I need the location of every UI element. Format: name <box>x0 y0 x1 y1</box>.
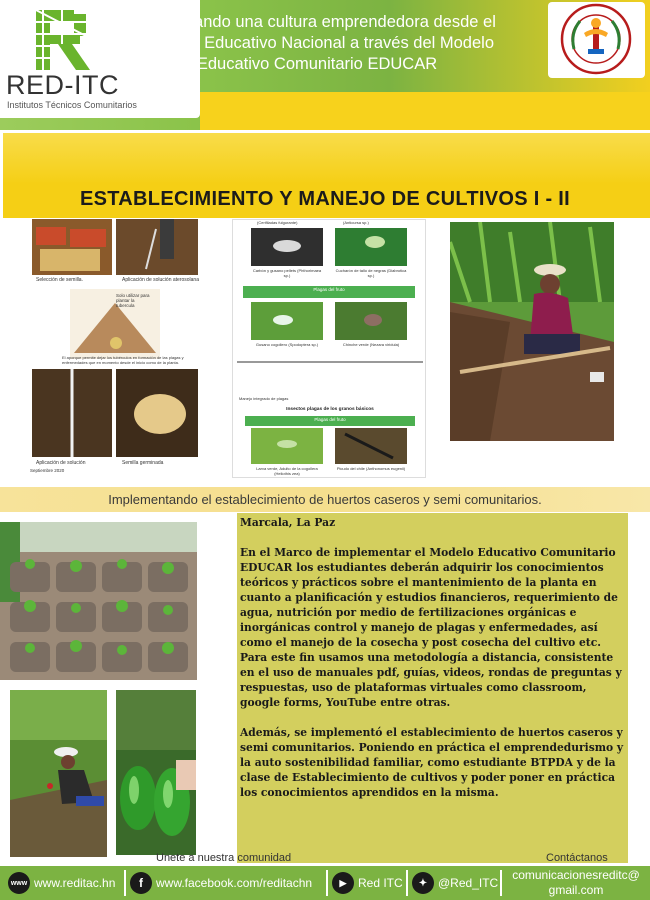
manual-potato-image <box>30 219 200 475</box>
manual-caption-1: Selección de semilla. <box>36 277 83 283</box>
manual-date: Septiembre 2020 <box>30 468 65 473</box>
red-itc-logo-icon <box>34 8 92 72</box>
institute-seal-icon <box>560 3 632 75</box>
facebook-icon: f <box>130 872 152 894</box>
pest-label-3: Gusano cogollero (Spodoptera sp.) <box>255 342 319 347</box>
subtitle: Implementando el establecimiento de huertos caseros y semi comunitarios. <box>108 492 542 507</box>
paragraph-methodology: En el Marco de implementar el Modelo Educativo Comunitario EDUCAR los estudiantes deberán adquirir los conocimientos teóricos y prácticos sobre el mantenimiento de la planta en cuanto a planificación y estudios financieros, requerimiento de agua, nutrición por medio de fertilizaciones orgánicas e inorgánicas control y manejo de plagas y enfermedades, así como el manejo de la cosecha y post cosecha del cultivo etc. Para este fin usamos una metodología a distancia, consistente en el uso de manuales pdf, guías, videos, rondas de preguntas y respuestas, uso de plataformas virtuales como classroom, google forms, YouTube entre otras. <box>240 546 622 709</box>
youtube-text: Red ITC <box>358 876 403 890</box>
pest-panel-header-2: Plagas del fruto <box>314 417 346 422</box>
youtube-icon: ▶ <box>332 872 354 894</box>
email-line-1: comunicacionesreditc@ <box>512 868 640 882</box>
manual-note: El aporque permite dejar los tubérculos en formación de las plagas y enfermedades que en momento desde el inicio como de la planta. <box>62 355 184 365</box>
footer-email-link[interactable] <box>502 866 650 900</box>
pest-label-top-left: (Cerifiladas fulgurante) <box>257 220 298 225</box>
peppers-photo <box>116 690 196 855</box>
footer-divider <box>124 870 126 896</box>
header-tagline: Fomentando una cultura emprendedora desde el Sistema Educativo Nacional a través del Modelo Educativo Comunitario EDUCAR <box>138 13 496 73</box>
logo-subtitle: Institutos Técnicos Comunitarios <box>7 100 137 110</box>
manual-caption-3: Aplicación de solución <box>36 460 86 466</box>
pest-section-caption: Manejo integrado de plagas <box>239 396 289 401</box>
header-yellow-band <box>200 92 650 130</box>
manual-caption-2: Aplicación de solución aterosolana <box>122 277 199 283</box>
content-text <box>240 515 628 815</box>
contact-label: Contáctanos <box>546 852 608 864</box>
twitter-icon: ✦ <box>412 872 434 894</box>
footer-divider <box>406 870 408 896</box>
join-label: Unete a nuestra comunidad <box>156 852 292 864</box>
pest-label-5: Larva verde, Adulto de la cogollera (Heliothis zea) <box>256 466 318 476</box>
footer-twitter-link[interactable] <box>412 866 498 900</box>
pest-label-6: Picudo del chile (Anthonomus eugenii) <box>336 466 406 471</box>
manual-pests-image <box>232 219 426 478</box>
seedlings-photo <box>0 522 197 680</box>
web-text: www.reditac.hn <box>34 876 116 890</box>
footer-web-link[interactable] <box>8 866 115 900</box>
pest-label-top-right: (Anticursa sp.) <box>343 220 369 225</box>
student-field-photo <box>450 222 614 441</box>
pest-heading-2: Insectos plagas de los granos básicos <box>286 407 374 412</box>
manual-bubble: Solo utilizar para plantar la tubercula <box>116 293 150 308</box>
pest-label-1: Carbón y gusano pellets (Phthorimaea sp.) <box>252 268 322 278</box>
page-title: ESTABLECIMIENTO Y MANEJO DE CULTIVOS I - II <box>80 188 570 210</box>
footer-divider <box>326 870 328 896</box>
pest-label-4: Chinche verde (Nezara viridula) <box>342 342 400 347</box>
logo-name: RED-ITC <box>6 70 119 100</box>
location: Marcala, La Paz <box>240 516 336 529</box>
twitter-text: @Red_ITC <box>438 876 499 890</box>
garden-work-photo <box>10 690 107 857</box>
paragraph-gardens: Además, se implementó el establecimiento de huertos caseros y semi comunitarios. Poniendo en práctica el emprendedurismo y la auto sostenibilidad familiar, como estudiante BTPDA y de la clase de Establecimiento de cultivos y poder poner en práctica los conocimientos aprendidos en la misma. <box>240 726 624 799</box>
manual-caption-4: Semilla germinada <box>122 460 164 466</box>
globe-icon: www <box>8 872 30 894</box>
footer-facebook-link[interactable] <box>130 866 312 900</box>
footer-youtube-link[interactable] <box>332 866 403 900</box>
pest-panel-header: Plagas del fruto <box>313 287 345 292</box>
email-line-2: gmail.com <box>548 883 604 897</box>
pest-label-2: Cucharón de tallo de negras (Diabrotica sp.) <box>335 268 407 278</box>
facebook-text: www.facebook.com/reditachn <box>156 876 313 890</box>
